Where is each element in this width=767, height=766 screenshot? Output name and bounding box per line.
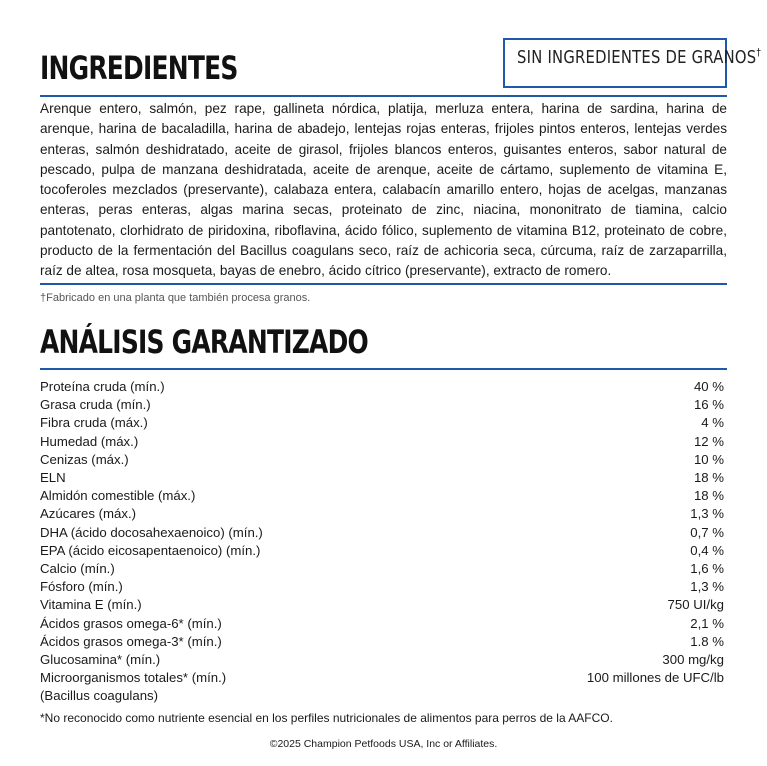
table-row [40, 469, 724, 487]
nutrient-value: 12 % [693, 433, 724, 449]
table-row [40, 651, 724, 669]
nutrient-value: 1,3 % [690, 506, 724, 522]
nutrient-label: DHA (ácido docosahexaenoico) (mín.) [40, 524, 263, 540]
copyright: ©2025 Champion Petfoods USA, Inc or Affiliates. [269, 738, 498, 750]
nutrient-value: 1,3 % [690, 579, 724, 595]
nutrient-sublabel: (Bacillus coagulans) [40, 688, 159, 704]
table-row [40, 542, 724, 560]
nutrient-value: 18 % [693, 470, 724, 486]
table-row [40, 596, 724, 614]
nutrient-label: Microorganismos totales* (mín.) (Bacillus coagulans) [40, 670, 227, 704]
aafco-footnote: *No reconocido como nutriente esencial en los perfiles nutricionales de alimentos para perros de la AAFCO. [40, 711, 613, 725]
table-row [40, 396, 724, 414]
ingredients-list: Arenque entero, salmón, pez rape, gallineta nórdica, platija, merluza entera, harina de sardina, harina de arenque, harina de bacaladilla, harina de abadejo, lentejas rojas enteras, frijoles pintos enteros, lentejas verdes enteras, salmón deshidratado, aceite de girasol, frijoles blancos enteros, guisantes enteros, sabor natural de pescado, pulpa de manzana deshidratada, aceite de arenque, aceite de cártamo, suplemento de vitamina E, tocoferoles mezclados (preservante), calabaza entera, calabacín amarillo entero, hojas de acelgas, manzanas enteras, peras enteras, algas marina secas, proteinato de zinc, niacina, mononitrato de tiamina, calcio pantotenato, clorhidrato de piridoxina, riboflavina, ácido fólico, suplemento de vitamina B12, proteinato de cobre, producto de la fermentación del Bacillus coagulans seco, raíz de achicoria seca, cúrcuma, raíz de zarzaparrilla, raíz de altea, rosa mosqueta, bayas de enebro, ácido cítrico (preservante), extracto de romero. [40, 101, 727, 279]
dagger-mark: † [756, 46, 762, 59]
table-row [40, 414, 724, 432]
nutrient-label: Ácidos grasos omega-6* (mín.) [40, 615, 222, 631]
table-row [40, 669, 724, 705]
nutrient-label: ELN [40, 470, 66, 486]
nutrient-value: 16 % [693, 397, 724, 413]
table-row [40, 578, 724, 596]
nutrient-value: 0,7 % [690, 524, 724, 540]
table-row [40, 560, 724, 578]
nutrient-label: Calcio (mín.) [40, 561, 115, 577]
analysis-table [40, 378, 724, 706]
facility-footnote: †Fabricado en una planta que también procesa granos. [40, 292, 311, 304]
divider-analysis [40, 368, 727, 370]
nutrient-value: 0,4 % [690, 542, 724, 558]
divider-ingredients-bottom [40, 283, 727, 285]
nutrient-value: 10 % [693, 451, 724, 467]
ingredients-title: INGREDIENTES [40, 49, 238, 87]
analysis-header [40, 318, 727, 368]
nutrient-label: Fósforo (mín.) [40, 579, 123, 595]
grain-free-badge [503, 38, 762, 88]
nutrient-label: Vitamina E (mín.) [40, 597, 142, 613]
nutrient-value: 40 % [693, 379, 724, 394]
nutrient-label: Azúcares (máx.) [40, 506, 136, 522]
nutrient-value: 4 % [701, 415, 724, 431]
grain-free-badge-text: SIN INGREDIENTES DE GRANOS† [517, 46, 762, 68]
nutrient-label: Glucosamina* (mín.) [40, 652, 161, 668]
nutrient-label: Proteína cruda (mín.) [40, 379, 165, 394]
nutrient-value: 100 millones de UFC/lb [586, 670, 724, 686]
nutrient-label: Cenizas (máx.) [40, 451, 129, 467]
nutrient-value: 300 mg/kg [662, 652, 724, 668]
table-row [40, 615, 724, 633]
nutrient-label: Ácidos grasos omega-3* (mín.) [40, 633, 222, 649]
table-row [40, 451, 724, 469]
nutrient-label: EPA (ácido eicosapentaenoico) (mín.) [40, 542, 261, 558]
table-row [40, 378, 724, 396]
nutrient-label: Almidón comestible (máx.) [40, 488, 196, 504]
nutrient-value: 1,6 % [690, 561, 724, 577]
ingredients-header [40, 40, 762, 96]
table-row [40, 487, 724, 505]
table-row [40, 524, 724, 542]
divider-ingredients-top [40, 95, 727, 97]
table-row [40, 433, 724, 451]
nutrient-label: Humedad (máx.) [40, 433, 139, 449]
table-row [40, 505, 724, 523]
nutrient-value: 750 UI/kg [667, 597, 724, 613]
analysis-title: ANÁLISIS GARANTIZADO [40, 323, 368, 361]
nutrient-label: Fibra cruda (máx.) [40, 415, 148, 431]
table-row [40, 633, 724, 651]
nutrient-value: 18 % [693, 488, 724, 504]
nutrient-value: 1.8 % [690, 633, 724, 649]
nutrient-label: Grasa cruda (mín.) [40, 397, 151, 413]
nutrient-value: 2,1 % [690, 615, 724, 631]
